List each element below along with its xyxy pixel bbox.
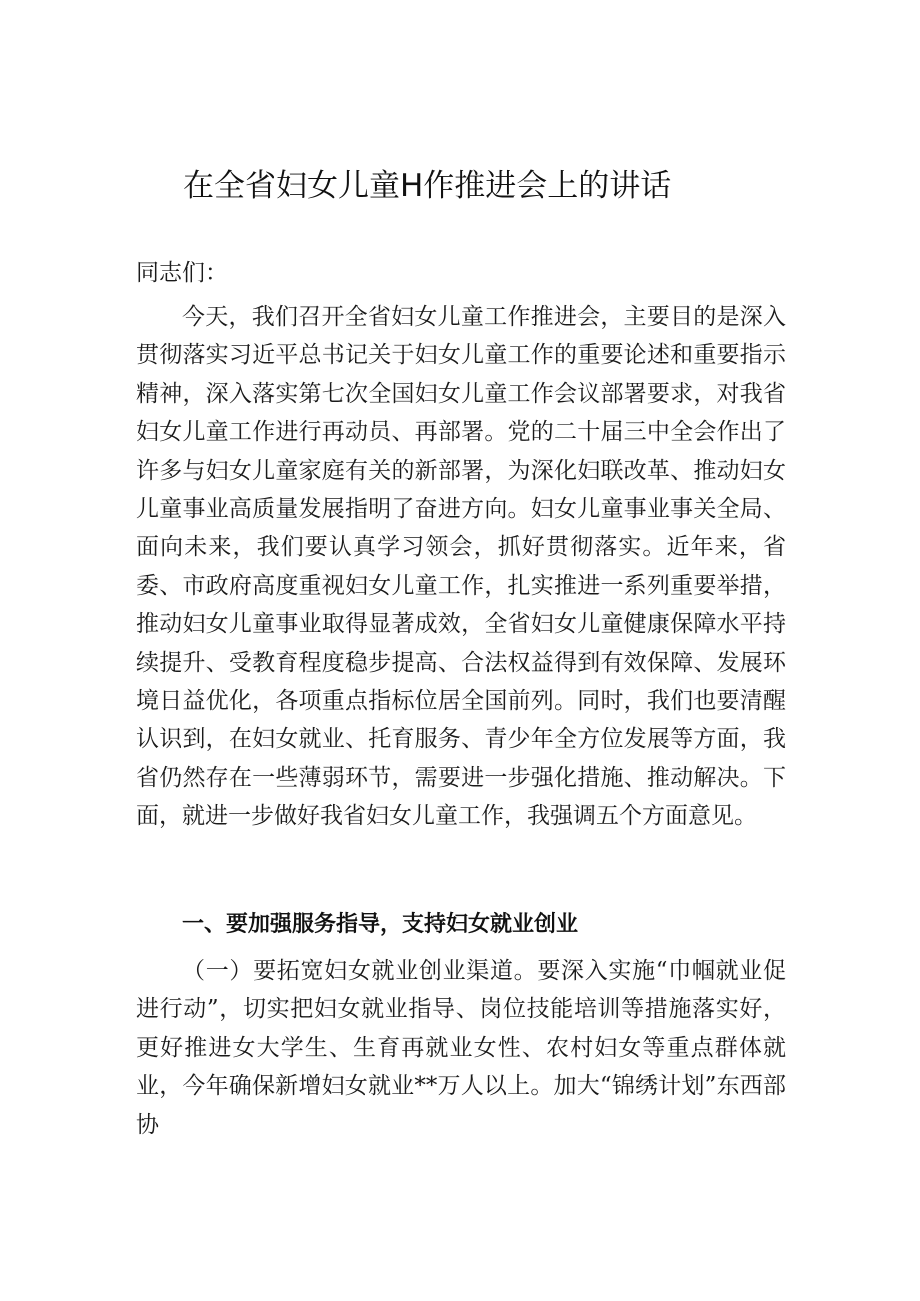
section-heading-one: 一、要加强服务指导，支持妇女就业创业 [182,912,579,937]
salutation: 同志们： [136,260,228,286]
document-title: 在全省妇女儿童H作推进会上的讲话 [183,168,672,204]
body-paragraph-employment: （一）要拓宽妇女就业创业渠道。要深入实施“巾帼就业促进行动”，切实把妇女就业指导、岗位技能培训等措施落实好，更好推进女大学生、生育再就业女性、农村妇女等重点群体就业，今年确保新增妇女就业**万人以上。加大“锦绣计划”东西部协 [136,958,786,1138]
body-paragraph-intro: 今天，我们召开全省妇女儿童工作推进会，主要目的是深入贯彻落实习近平总书记关于妇女儿童工作的重要论述和重要指示精神，深入落实第七次全国妇女儿童工作会议部署要求，对我省妇女儿童工作进行再动员、再部署。党的二十届三中全会作出了许多与妇女儿童家庭有关的新部署，为深化妇联改革、推动妇女儿童事业高质量发展指明了奋进方向。妇女儿童事业事关全局、面向未来，我们要认真学习领会，抓好贯彻落实。近年来，省委、市政府高度重视妇女儿童工作，扎实推进一系列重要举措，推动妇女儿童事业取得显著成效，全省妇女儿童健康保障水平持续提升、受教育程度稳步提高、合法权益得到有效保障、发展环境日益优化，各项重点指标位居全国前列。同时，我们也要清醒认识到，在妇女就业、托育服务、青少年全方位发展等方面，我省仍然存在一些薄弱环节，需要进一步强化措施、推动解决。下面，就进一步做好我省妇女儿童工作，我强调五个方面意见。 [136,304,786,830]
